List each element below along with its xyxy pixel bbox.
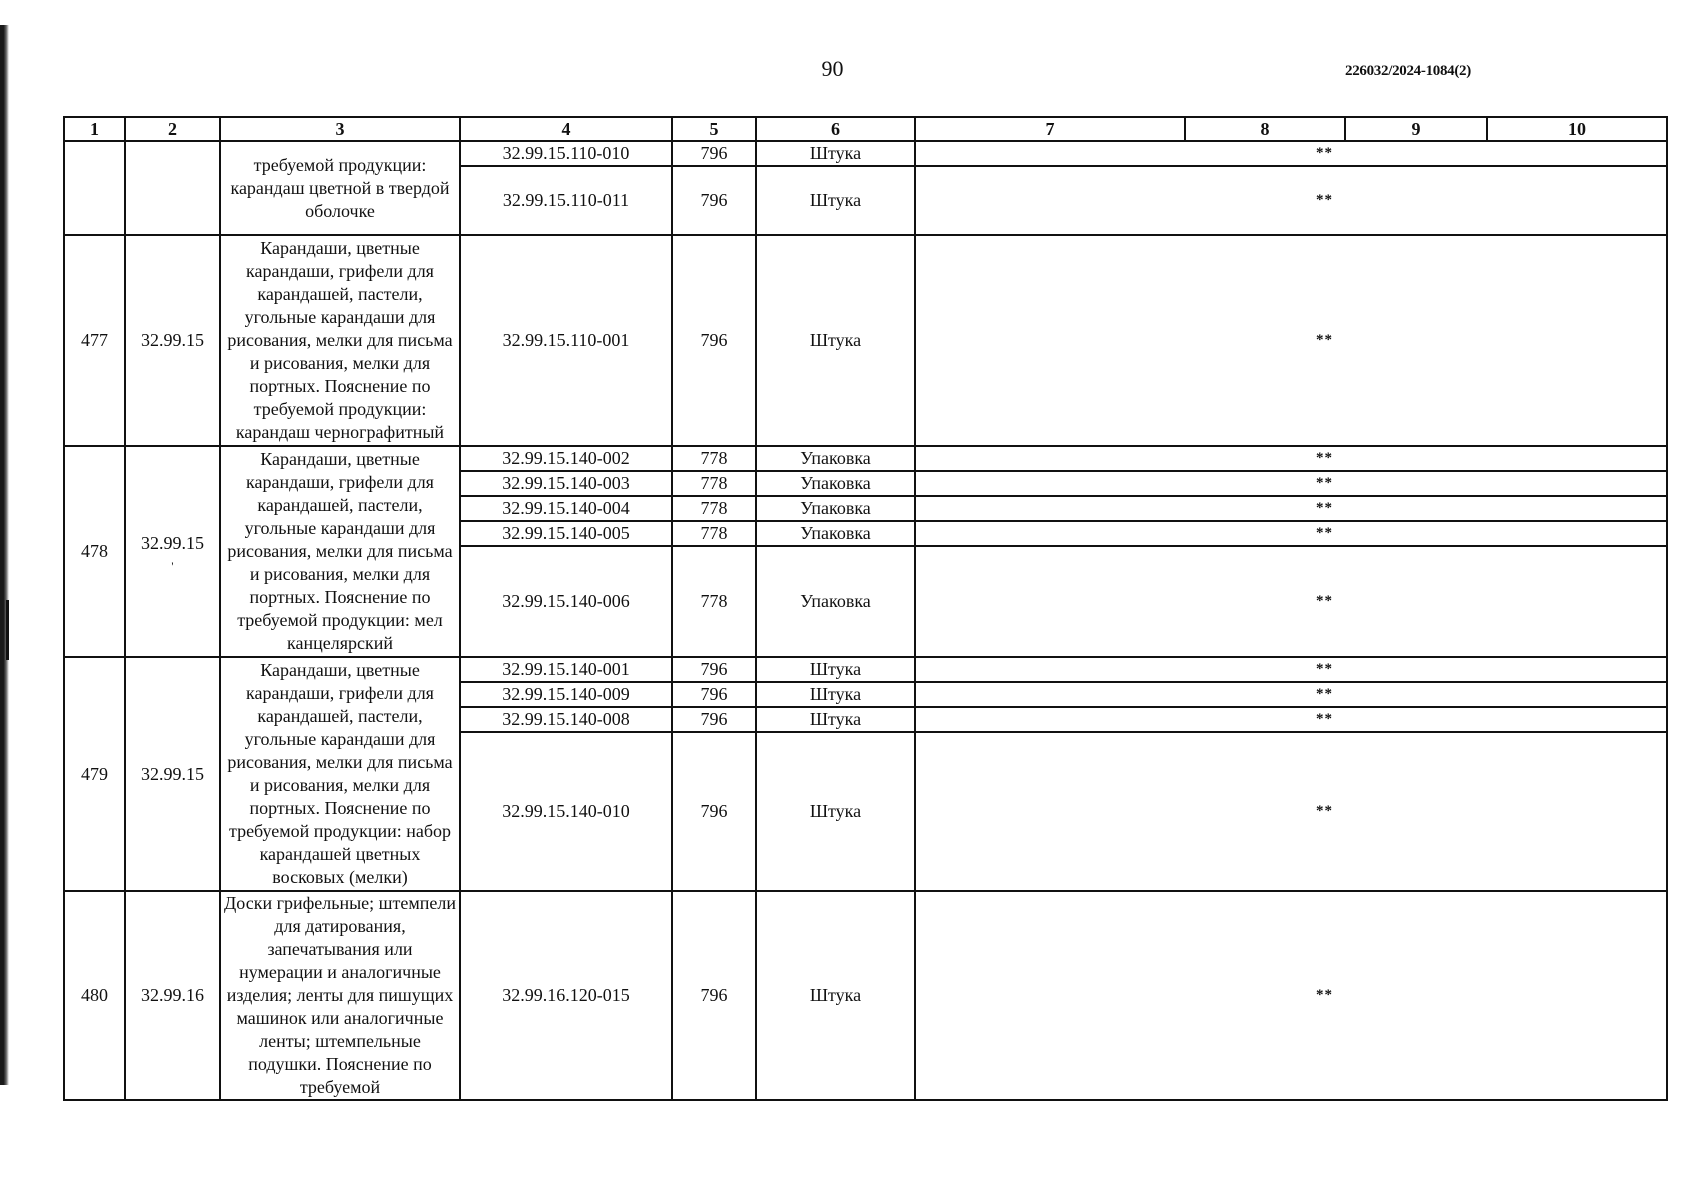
unit-name: Штука	[756, 682, 915, 707]
table-row	[64, 657, 1667, 682]
column-header: 6	[756, 117, 915, 141]
unit-name: Упаковка	[756, 496, 915, 521]
scan-edge	[0, 25, 9, 1085]
unit-code: 778	[672, 446, 756, 471]
row-number: 477	[64, 235, 125, 446]
unit-name: Штука	[756, 141, 915, 166]
table-row	[64, 891, 1667, 1100]
unit-name: Упаковка	[756, 546, 915, 657]
mark-cell: **	[915, 446, 1667, 471]
ktru-code: 32.99.15.140-008	[460, 707, 672, 732]
okpd-code	[125, 141, 220, 235]
ktru-code: 32.99.16.120-015	[460, 891, 672, 1100]
okpd-code: 32.99.15	[125, 657, 220, 891]
unit-name: Упаковка	[756, 471, 915, 496]
mark-cell: **	[915, 707, 1667, 732]
okpd-code: 32.99.15	[125, 235, 220, 446]
unit-code: 796	[672, 166, 756, 235]
unit-code: 778	[672, 546, 756, 657]
column-header: 8	[1185, 117, 1345, 141]
unit-name: Упаковка	[756, 446, 915, 471]
ktru-code: 32.99.15.110-010	[460, 141, 672, 166]
table-row	[64, 141, 1667, 166]
unit-name: Штука	[756, 891, 915, 1100]
unit-code: 796	[672, 657, 756, 682]
unit-name: Штука	[756, 657, 915, 682]
mark-cell: **	[915, 546, 1667, 657]
unit-code: 796	[672, 707, 756, 732]
okpd-code: 32.99.15	[141, 533, 204, 553]
mark-cell: **	[915, 682, 1667, 707]
header-row	[64, 117, 1667, 141]
table-row	[64, 235, 1667, 446]
column-header: 1	[64, 117, 125, 141]
ktru-code: 32.99.15.140-003	[460, 471, 672, 496]
unit-code: 796	[672, 682, 756, 707]
okpd-code-cell	[125, 446, 220, 657]
ktru-code: 32.99.15.140-010	[460, 732, 672, 891]
mark-cell: **	[915, 235, 1667, 446]
ktru-code: 32.99.15.140-006	[460, 546, 672, 657]
unit-code: 796	[672, 891, 756, 1100]
product-description: Карандаши, цветные карандаши, грифели для карандашей, пастели, угольные карандаши для рисования, мелки для письма и рисования, мелки для портных. Пояснение по требуемой продукции: карандаш чернографитный	[220, 235, 460, 446]
product-description: Доски грифельные; штемпели для датирования, запечатывания или нумерации и аналогичные изделия; ленты для пишущих машинок или аналогичные ленты; штемпельные подушки. Пояснение по требуемой	[220, 891, 460, 1100]
unit-name: Штука	[756, 235, 915, 446]
row-number: 478	[64, 446, 125, 657]
unit-name: Штука	[756, 707, 915, 732]
unit-name: Штука	[756, 732, 915, 891]
scan-edge-mark	[6, 600, 9, 660]
unit-code: 796	[672, 141, 756, 166]
column-header: 7	[915, 117, 1185, 141]
table-row	[64, 446, 1667, 471]
document-reference: 226032/2024-1084(2)	[1345, 63, 1471, 79]
ktru-code: 32.99.15.140-001	[460, 657, 672, 682]
ktru-code: 32.99.15.140-004	[460, 496, 672, 521]
product-description: Карандаши, цветные карандаши, грифели для карандашей, пастели, угольные карандаши для рисования, мелки для письма и рисования, мелки для портных. Пояснение по требуемой продукции: мел канцелярский	[220, 446, 460, 657]
ktru-code: 32.99.15.110-001	[460, 235, 672, 446]
column-header: 3	[220, 117, 460, 141]
mark-cell: **	[915, 166, 1667, 235]
scan-mark: '	[171, 559, 174, 573]
column-header: 2	[125, 117, 220, 141]
mark-cell: **	[915, 732, 1667, 891]
mark-cell: **	[915, 141, 1667, 166]
unit-code: 778	[672, 471, 756, 496]
unit-code: 796	[672, 235, 756, 446]
column-header: 10	[1487, 117, 1667, 141]
unit-code: 778	[672, 521, 756, 546]
ktru-code: 32.99.15.140-009	[460, 682, 672, 707]
unit-code: 796	[672, 732, 756, 891]
registry-table	[63, 116, 1668, 1101]
ktru-code: 32.99.15.140-002	[460, 446, 672, 471]
mark-cell: **	[915, 657, 1667, 682]
column-header: 5	[672, 117, 756, 141]
unit-name: Упаковка	[756, 521, 915, 546]
row-number: 480	[64, 891, 125, 1100]
unit-name: Штука	[756, 166, 915, 235]
ktru-code: 32.99.15.140-005	[460, 521, 672, 546]
mark-cell: **	[915, 521, 1667, 546]
mark-cell: **	[915, 496, 1667, 521]
ktru-code: 32.99.15.110-011	[460, 166, 672, 235]
page-number: 90	[821, 56, 844, 81]
unit-code: 778	[672, 496, 756, 521]
mark-cell: **	[915, 471, 1667, 496]
row-number: 479	[64, 657, 125, 891]
okpd-code: 32.99.16	[125, 891, 220, 1100]
product-description: Карандаши, цветные карандаши, грифели для карандашей, пастели, угольные карандаши для рисования, мелки для письма и рисования, мелки для портных. Пояснение по требуемой продукции: набор карандашей цветных восковых (мелки)	[220, 657, 460, 891]
column-header: 9	[1345, 117, 1487, 141]
column-header: 4	[460, 117, 672, 141]
row-number	[64, 141, 125, 235]
mark-cell: **	[915, 891, 1667, 1100]
product-description: требуемой продукции: карандаш цветной в твердой оболочке	[220, 141, 460, 235]
